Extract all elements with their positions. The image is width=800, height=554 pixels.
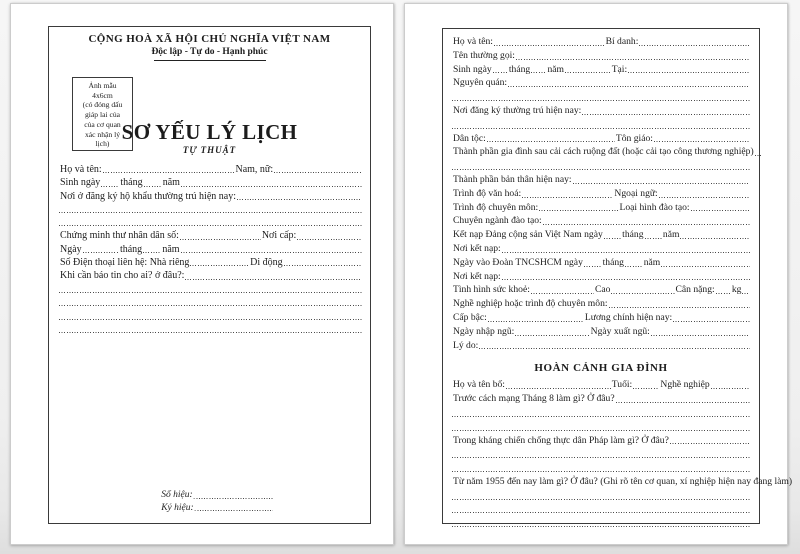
- field-label: Tuổi:: [611, 379, 633, 391]
- dotted-fill-line: [143, 243, 161, 256]
- national-motto-line1: CỘNG HOÀ XÃ HỘI CHỦ NGHĨA VIỆT NAM: [88, 33, 331, 45]
- dotted-fill-line: [493, 63, 508, 77]
- form-row: [452, 214, 750, 228]
- national-motto-line2: Độc lập - Tự do - Hạnh phúc: [151, 47, 268, 57]
- form-row: [59, 283, 362, 296]
- dotted-fill-line: [59, 216, 362, 229]
- photo-box-caption-line: 4x6cm: [92, 90, 113, 100]
- field-label: Trình độ văn hoá:: [453, 187, 522, 199]
- dotted-fill-line: [543, 214, 750, 228]
- photo-box-caption-line: (có đóng dấu: [82, 100, 123, 110]
- field-label: Bí danh:: [605, 36, 639, 47]
- dotted-fill-line: [522, 187, 613, 201]
- form-row: [452, 228, 750, 242]
- page-title: SƠ YẾU LÝ LỊCH: [121, 120, 298, 144]
- field-label: Họ và tên:: [453, 36, 493, 47]
- field-label: Lý do:: [453, 339, 479, 351]
- field-label: Nghề nghiệp: [660, 379, 710, 391]
- dotted-fill-line: [284, 256, 362, 269]
- dotted-fill-line: [625, 256, 643, 270]
- dotted-fill-line: [502, 270, 750, 284]
- dotted-fill-line: [508, 76, 750, 90]
- field-label: Nguyên quán:: [453, 77, 508, 89]
- dotted-fill-line: [539, 201, 618, 215]
- field-label: Trước cách mạng Tháng 8 làm gì? Ở đâu?: [453, 393, 615, 405]
- dotted-fill-line: [515, 325, 589, 339]
- dotted-fill-line: [59, 283, 362, 296]
- field-label: Khi cần báo tin cho ai? ở đâu?:: [60, 270, 185, 282]
- form-row: [452, 76, 750, 90]
- field-label: Kết nạp Đảng cộng sản Việt Nam ngày: [453, 229, 603, 241]
- dotted-fill-line: [59, 203, 362, 216]
- left-form-rows: [49, 163, 370, 336]
- field-label: tháng: [508, 63, 531, 75]
- form-row: [59, 256, 362, 269]
- field-label: Tại:: [611, 63, 628, 75]
- dotted-fill-line: [194, 489, 273, 502]
- form-page-left: [10, 3, 394, 545]
- field-label: tháng: [622, 229, 644, 241]
- field-label: Họ và tên:: [60, 164, 102, 175]
- field-label: Ngày vào Đoàn TNCSHCM ngày: [453, 256, 583, 268]
- form-row: [452, 503, 750, 517]
- field-label: Cao: [594, 284, 611, 296]
- field-label: Tên thường gọi:: [453, 49, 515, 61]
- dotted-fill-line: [755, 145, 761, 159]
- dotted-fill-line: [103, 163, 235, 176]
- national-header: [49, 27, 370, 61]
- form-row: [452, 434, 750, 448]
- field-label: Di động: [250, 257, 283, 269]
- dotted-fill-line: [651, 325, 750, 339]
- field-label: Số Điện thoại liên hệ: Nhà riêng: [60, 257, 190, 269]
- field-label: Nơi kết nạp:: [453, 270, 501, 282]
- dotted-fill-line: [101, 176, 119, 189]
- header-underline: [154, 60, 266, 61]
- dotted-fill-line: [181, 176, 362, 189]
- form-row: [452, 90, 750, 104]
- dotted-fill-line: [565, 63, 611, 77]
- form-row: [452, 420, 750, 434]
- dotted-fill-line: [573, 173, 750, 187]
- field-label: Nơi kết nạp:: [453, 242, 501, 254]
- form-row: [59, 216, 362, 229]
- right-form-rows: [443, 29, 793, 530]
- dotted-fill-line: [645, 228, 662, 242]
- field-label: Tôn giáo:: [615, 132, 653, 144]
- field-label: Họ và tên bố:: [453, 379, 505, 391]
- page-subtitle: TỰ THUẬT: [182, 145, 237, 155]
- dotted-fill-line: [661, 256, 750, 270]
- dotted-fill-line: [274, 163, 362, 176]
- field-label: Ngày: [60, 243, 82, 255]
- form-row: [59, 269, 362, 282]
- field-label: năm: [162, 243, 180, 255]
- dotted-fill-line: [673, 311, 750, 325]
- photo-box-caption-line: xác nhận lý: [84, 129, 120, 139]
- field-label: Nơi cấp:: [261, 230, 297, 242]
- form-row: [452, 63, 750, 77]
- dotted-fill-line: [452, 516, 750, 530]
- form-row: [452, 49, 750, 63]
- dotted-fill-line: [452, 461, 750, 475]
- dotted-fill-line: [297, 229, 362, 242]
- dotted-fill-line: [742, 283, 750, 297]
- dotted-fill-line: [185, 269, 362, 282]
- photo-box-caption-line: của cơ quan: [84, 119, 121, 129]
- field-label: Ký hiệu:: [161, 502, 194, 513]
- form-row: [59, 309, 362, 322]
- form-row: [452, 187, 750, 201]
- field-label: Sinh ngày: [453, 63, 492, 75]
- form-row: [160, 489, 272, 502]
- form-row: [452, 145, 754, 159]
- dotted-fill-line: [452, 90, 750, 104]
- field-label: tháng: [120, 177, 143, 189]
- dotted-fill-line: [691, 201, 750, 215]
- photo-box-caption-line: giáp lai của: [85, 110, 120, 120]
- form-row: [452, 378, 750, 392]
- form-row: [59, 229, 362, 242]
- form-row: [452, 159, 750, 173]
- field-label: Nghề nghiệp hoặc trình độ chuyên môn:: [453, 298, 608, 310]
- dotted-fill-line: [633, 378, 659, 392]
- dotted-fill-line: [452, 489, 750, 503]
- dotted-fill-line: [488, 311, 584, 325]
- dotted-fill-line: [582, 104, 750, 118]
- form-row: [452, 297, 750, 311]
- dotted-fill-line: [639, 35, 750, 49]
- dotted-fill-line: [195, 502, 273, 515]
- form-row: [452, 118, 750, 132]
- field-label: Cấp bậc:: [453, 311, 487, 323]
- form-row: [59, 176, 362, 189]
- form-row: [59, 323, 362, 336]
- form-row: [452, 283, 750, 297]
- field-label: năm: [162, 177, 180, 189]
- dotted-fill-line: [716, 283, 731, 297]
- form-row: [59, 243, 362, 256]
- field-label: Nơi ở đăng ký hộ khẩu thường trú hiện nay:: [60, 190, 236, 202]
- dotted-fill-line: [487, 132, 615, 146]
- field-label: kg: [731, 284, 742, 296]
- dotted-fill-line: [680, 228, 750, 242]
- form-row: [160, 502, 272, 515]
- form-row: [452, 201, 750, 215]
- form-row: [452, 392, 750, 406]
- field-label: Thành phần gia đình sau cải cách ruộng đất (hoặc cải tạo công thương nghiệp): [453, 146, 754, 158]
- section-heading: HOÀN CẢNH GIA ĐÌNH: [534, 362, 668, 375]
- form-row: [59, 203, 362, 216]
- form-row: [452, 104, 750, 118]
- form-row: [452, 516, 750, 530]
- dotted-fill-line: [604, 228, 621, 242]
- dotted-fill-line: [609, 297, 750, 311]
- page-border-frame: [442, 28, 793, 524]
- dotted-fill-line: [452, 420, 750, 434]
- dotted-fill-line: [531, 283, 594, 297]
- field-label: tháng: [602, 256, 624, 268]
- form-row: [452, 256, 750, 270]
- dotted-fill-line: [452, 503, 750, 517]
- form-row: [59, 190, 362, 203]
- serial-footer: [160, 489, 272, 514]
- field-label: Tình hình sức khoẻ:: [453, 284, 530, 296]
- field-label: Thành phần bản thân hiện nay:: [453, 173, 572, 185]
- field-label: năm: [643, 256, 661, 268]
- field-label: Nơi đăng ký thường trú hiện nay:: [453, 104, 582, 116]
- form-page-right: [404, 3, 793, 545]
- dotted-fill-line: [502, 242, 750, 256]
- field-label: Loại hình đào tạo:: [619, 201, 690, 213]
- dotted-fill-line: [616, 392, 750, 406]
- dotted-fill-line: [494, 35, 605, 49]
- dotted-fill-line: [59, 323, 362, 336]
- photo-box-caption-line: lịch): [95, 139, 110, 149]
- dotted-fill-line: [711, 378, 750, 392]
- field-label: Dân tộc:: [453, 132, 486, 144]
- dotted-fill-line: [452, 118, 750, 132]
- field-label: tháng: [119, 243, 143, 255]
- field-label: Ngày nhập ngũ:: [453, 325, 515, 337]
- form-row: [452, 475, 793, 489]
- field-label: Chứng minh thư nhân dân số:: [60, 230, 179, 242]
- field-label: Cân nặng:: [675, 284, 715, 296]
- dotted-fill-line: [83, 243, 119, 256]
- dotted-fill-line: [59, 309, 362, 322]
- dotted-fill-line: [611, 283, 674, 297]
- dotted-fill-line: [190, 256, 249, 269]
- field-label: năm: [547, 63, 564, 75]
- field-label: Số hiệu:: [161, 490, 193, 500]
- field-label: năm: [662, 229, 680, 241]
- form-row: [452, 461, 750, 475]
- dotted-fill-line: [670, 434, 750, 448]
- dotted-fill-line: [452, 159, 750, 173]
- form-row: [452, 339, 750, 353]
- dotted-fill-line: [479, 339, 750, 353]
- dotted-fill-line: [628, 63, 750, 77]
- field-label: Chuyên ngành đào tạo:: [453, 215, 542, 227]
- field-label: Từ năm 1955 đến nay làm gì? Ở đâu? (Ghi rõ tên cơ quan, xí nghiệp hiện nay đang làm): [453, 475, 793, 487]
- form-row: [452, 447, 750, 461]
- dotted-fill-line: [452, 406, 750, 420]
- field-label: Trong kháng chiến chống thực dân Pháp làm gì? Ở đâu?: [453, 434, 669, 446]
- dotted-fill-line: [584, 256, 602, 270]
- form-row: [452, 173, 750, 187]
- dotted-fill-line: [180, 229, 261, 242]
- form-row: [452, 311, 750, 325]
- photo-placeholder-box: [72, 77, 133, 151]
- dotted-fill-line: [516, 49, 750, 63]
- photo-box-caption-line: Ảnh mẫu: [88, 81, 117, 90]
- form-row: [452, 132, 750, 146]
- dotted-fill-line: [237, 190, 362, 203]
- field-label: Trình độ chuyên môn:: [453, 201, 539, 213]
- field-label: Nam, nữ:: [235, 164, 274, 175]
- form-row: [59, 296, 362, 309]
- dotted-fill-line: [59, 296, 362, 309]
- form-row: [452, 242, 750, 256]
- dotted-fill-line: [654, 132, 750, 146]
- field-label: Ngoại ngữ:: [614, 187, 658, 199]
- dotted-fill-line: [181, 243, 362, 256]
- form-row: [452, 35, 750, 49]
- dotted-fill-line: [531, 63, 546, 77]
- field-label: Sinh ngày: [60, 177, 101, 189]
- form-row: [59, 163, 362, 176]
- dotted-fill-line: [506, 378, 611, 392]
- form-row: [452, 325, 750, 339]
- page-border-frame: [48, 26, 371, 524]
- dotted-fill-line: [452, 447, 750, 461]
- form-row: [452, 270, 750, 284]
- dotted-fill-line: [659, 187, 750, 201]
- dotted-fill-line: [144, 176, 162, 189]
- form-row: [452, 406, 750, 420]
- form-row: [452, 489, 750, 503]
- field-label: Lương chính hiện nay:: [584, 311, 673, 323]
- field-label: Ngày xuất ngũ:: [590, 325, 650, 337]
